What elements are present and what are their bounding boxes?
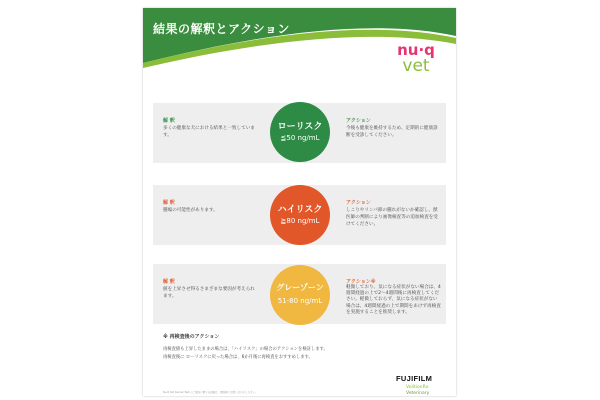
logo-bottom-text: vet — [402, 56, 430, 76]
action-text: 今後も健康を維持するため、定期的に健康診断を受診してください。 — [346, 126, 438, 138]
note-line: 再検査後に ローリスクに戻った場合は、6か月後に再検査をおすすめします。 — [163, 355, 313, 360]
interpretation-label: 解 釈 — [163, 279, 175, 285]
logo-top-text: nu·q — [397, 41, 435, 59]
result-row-high — [153, 185, 446, 245]
risk-title: ローリスク — [277, 122, 323, 132]
risk-value: ≦50 ng/mL — [280, 134, 320, 142]
interpretation-text: 腫瘍の可能性があります。 — [163, 208, 218, 213]
risk-title: グレーゾーン — [276, 283, 324, 292]
volition-logo: VolitionRx — [406, 385, 429, 390]
action-label: アクション※ — [346, 279, 376, 285]
interpretation-text: 値を上昇させ得るさまざまな要因が考えられます。 — [163, 287, 255, 299]
result-row-low — [153, 103, 446, 163]
risk-title: ハイリスク — [277, 205, 323, 215]
interpretation-text: 多くの健康な犬における結果と一致しています。 — [163, 126, 255, 138]
note-line: 再検査値も上昇したままの場合は、「ハイリスク」の場合のアクションを検討します。 — [163, 347, 328, 352]
risk-circle-high — [270, 185, 330, 245]
action-text: しこりやリンパ節の腫れがないか確認し、獣医師の判断により画像検査等の追加検査を受けてください。 — [346, 208, 438, 227]
action-label: アクション — [346, 200, 371, 206]
page-title: 結果の解釈とアクション — [153, 22, 290, 36]
action-label: アクション — [346, 118, 371, 124]
risk-circle-grey — [270, 265, 330, 325]
interpretation-label: 解 釈 — [163, 200, 175, 206]
document-page — [143, 8, 456, 396]
risk-circle-low — [270, 102, 330, 162]
risk-value: 51-80 ng/mL — [277, 297, 323, 305]
nuq-vet-logo — [385, 43, 447, 75]
action-text: 軽微しており、気になる症状がない場合は、4週間経過の上で2〜4週間後に再検査してください。軽微しておらず、気になる症状がない場合は、4週間経過の上で期間をあけず再検査を実施することを推奨します。 — [346, 285, 441, 315]
result-row-grey — [153, 264, 446, 324]
risk-value: ≧80 ng/mL — [280, 217, 320, 225]
interpretation-label: 解 釈 — [163, 118, 175, 124]
veterinary-logo: Veterinary — [406, 391, 430, 396]
note-title: ※ 再検査後のアクション — [163, 334, 220, 340]
footnote: Nu.Q Vet Cancer Test のご案内に関する詳細は、獣医師にお問い合わせください。 — [163, 391, 258, 394]
fujifilm-logo: FUJIFILM — [396, 374, 433, 383]
